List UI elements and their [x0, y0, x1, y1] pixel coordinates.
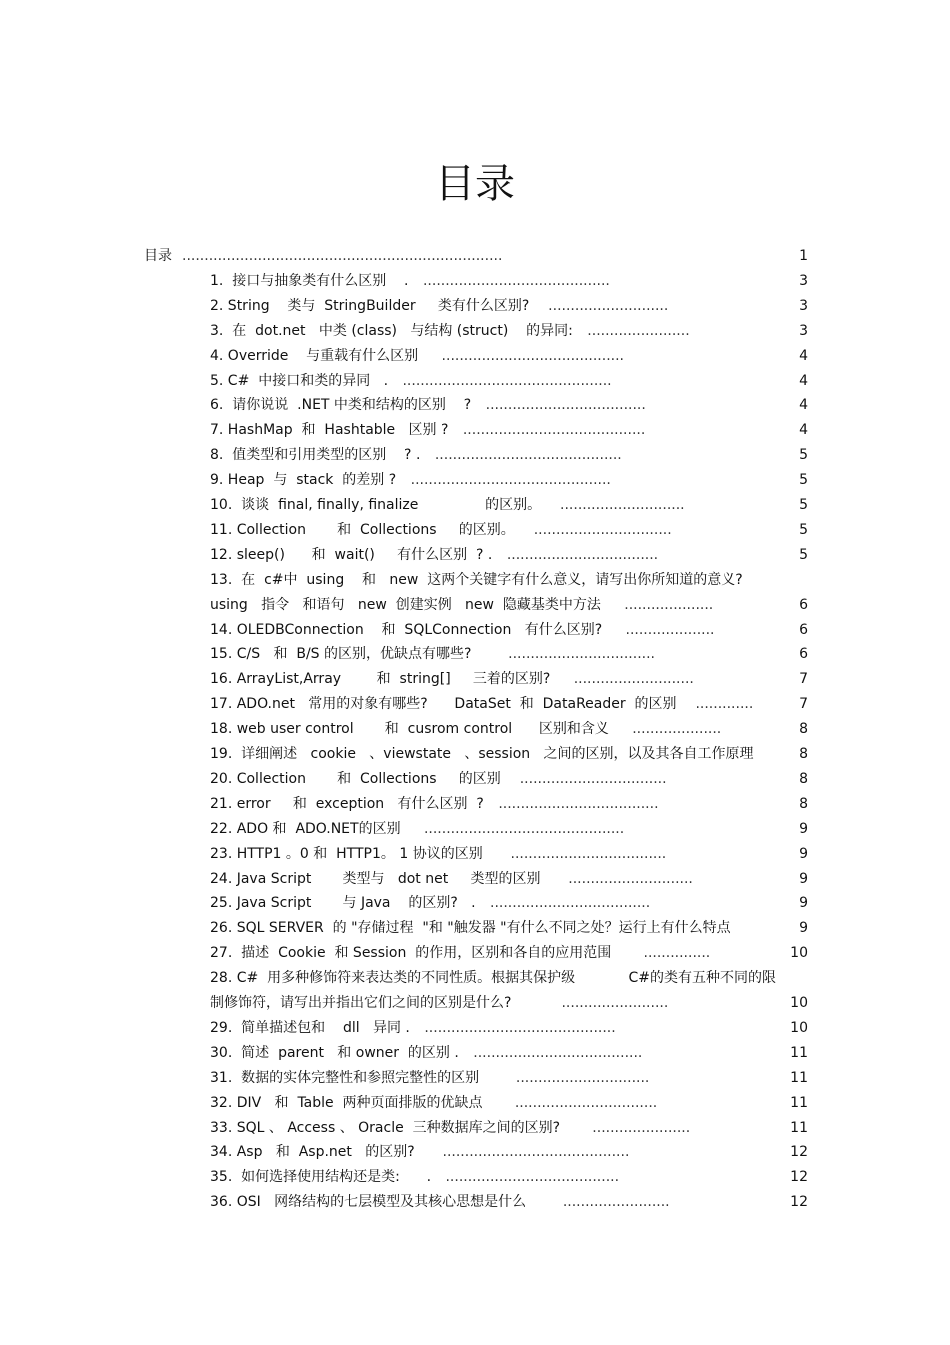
toc-dot-leader: ......................................... [441, 347, 625, 364]
toc-entry-title: 6. 请你说说 .NET 中类和结构的区别 ? [210, 397, 476, 414]
toc-page-number: 3 [799, 272, 808, 289]
toc-page-number: 4 [799, 347, 808, 364]
toc-entry-title: 35. 如何选择使用结构还是类: . [210, 1169, 436, 1186]
toc-dot-leader: .................................... [498, 795, 659, 812]
toc-dot-leader: ............... [643, 945, 711, 962]
toc-dot-leader: .................................... [485, 397, 646, 414]
toc-entry[interactable] [210, 369, 808, 393]
toc-dot-leader: ...................................... [473, 1044, 643, 1061]
toc-dot-leader: .......................................... [422, 272, 610, 289]
toc-entry[interactable] [210, 294, 808, 318]
toc-dot-leader: .......................................... [442, 1144, 630, 1161]
toc-entry[interactable] [210, 891, 808, 915]
toc-dot-leader: ........................ [562, 1194, 670, 1211]
toc-entry-title: 29. 简单描述包和 dll 异同 . [210, 1019, 415, 1036]
toc-entry-title: 22. ADO 和 ADO.NET的区别 [210, 820, 414, 837]
toc-entry-title: 23. HTTP1 。0 和 HTTP1。 1 协议的区别 [210, 845, 501, 862]
toc-entry-title: 2. String 类与 StringBuilder 类有什么区别? [210, 297, 539, 314]
toc-entry[interactable] [210, 717, 808, 741]
toc-entry-title: 16. ArrayList,Array 和 string[] 三着的区别? [210, 671, 564, 688]
toc-dot-leader: .................... [632, 721, 722, 738]
toc-dot-leader: ............................................... [402, 372, 612, 389]
toc-page-number: 9 [799, 870, 808, 887]
toc-entry-title: 7. HashMap 和 Hashtable 区别 ? [210, 422, 453, 439]
toc-entry-title: 19. 详细阐述 cookie 、viewstate 、session 之间的区别，以及其各自工作原理 [210, 746, 754, 762]
toc-entry[interactable] [210, 941, 808, 965]
toc-dot-leader: ........................................................................ [182, 248, 503, 264]
toc-entry[interactable] [210, 792, 808, 816]
toc-entry-title: 33. SQL 、 Access 、 Oracle 三种数据库之间的区别? [210, 1119, 583, 1136]
toc-dot-leader: ................................. [508, 646, 655, 663]
toc-entry[interactable] [210, 1165, 808, 1189]
toc-page-number: 8 [799, 721, 808, 738]
toc-entry[interactable] [210, 1190, 808, 1214]
toc-entry-title: 24. Java Script 类型与 dot net 类型的区别 [210, 870, 559, 887]
toc-page-number: 10 [790, 995, 808, 1011]
toc-page-number: 5 [799, 546, 808, 563]
toc-page-number: 9 [799, 820, 808, 837]
toc-entry[interactable] [210, 468, 808, 492]
toc-entry-title: 目录 [144, 248, 172, 264]
toc-dot-leader: .......................................... [434, 447, 622, 464]
toc-entry-title: using 指令 和语句 new 创建实例 new 隐藏基类中方法 [210, 596, 615, 613]
toc-page-number: 3 [799, 297, 808, 314]
toc-entry[interactable] [210, 1116, 808, 1140]
toc-page-number: 10 [790, 945, 808, 962]
toc-page-number: 9 [799, 845, 808, 862]
toc-entry-title: 3. 在 dot.net 中类 (class) 与结构 (struct) 的异同: [210, 322, 578, 339]
toc-entry[interactable] [210, 618, 808, 642]
toc-entry-title: 14. OLEDBConnection 和 SQLConnection 有什么区别? [210, 621, 616, 638]
toc-entry[interactable] [210, 667, 808, 691]
toc-page-number: 3 [799, 322, 808, 339]
toc-entry[interactable] [210, 767, 808, 791]
toc-entry[interactable] [210, 393, 808, 417]
toc-page-number: 1 [799, 248, 808, 264]
toc-entry-title: 26. SQL SERVER 的 "存储过程 "和 "触发器 "有什么不同之处？运行上有什么特点 [210, 920, 731, 937]
toc-entry[interactable] [210, 344, 808, 368]
toc-entry-title: 18. web user control 和 cusrom control 区别和含义 [210, 721, 623, 738]
toc-entry[interactable] [210, 418, 808, 442]
toc-entry-title: 21. error 和 exception 有什么区别 ? [210, 795, 489, 812]
toc-page-number: 12 [790, 1194, 808, 1211]
toc-page-number: 9 [799, 920, 808, 937]
toc-entry[interactable] [210, 443, 808, 467]
toc-entry-title: 制修饰符，请写出并指出它们之间的区别是什么? [210, 995, 552, 1011]
toc-entry-title: 12. sleep() 和 wait() 有什么区别 ? . [210, 546, 497, 563]
toc-entry-title: 5. C# 中接口和类的异同 . [210, 372, 393, 389]
toc-entry-title: 31. 数据的实体完整性和参照完整性的区别 [210, 1069, 506, 1086]
toc-page-number: 8 [799, 746, 808, 762]
toc-entry[interactable] [210, 742, 808, 766]
toc-page-number: 7 [799, 696, 808, 713]
toc-entry[interactable] [210, 543, 808, 567]
toc-dot-leader: ................................ [514, 1094, 658, 1111]
toc-dot-leader: ............................................. [410, 472, 611, 489]
toc-entry[interactable] [210, 867, 808, 891]
toc-entry[interactable] [210, 991, 808, 1015]
toc-entry-title: 27. 描述 Cookie 和 Session 的作用，区别和各自的应用范围 [210, 945, 634, 962]
toc-page-number: 8 [799, 795, 808, 812]
toc-dot-leader: ........................... [548, 297, 669, 314]
toc-entry-title: 9. Heap 与 stack 的差别 ? [210, 472, 401, 489]
toc-entry-title: 25. Java Script 与 Java 的区别? . [210, 895, 480, 912]
toc-entry-title: 10. 谈谈 final, finally, finalize 的区别。 [210, 497, 551, 513]
toc-entry[interactable] [210, 1016, 808, 1040]
toc-dot-leader: .................... [624, 596, 714, 613]
toc-page-number: 7 [799, 671, 808, 688]
toc-dot-leader: ...................... [592, 1119, 691, 1136]
toc-dot-leader: ....................... [587, 322, 690, 339]
toc-dot-leader: ................................. [519, 770, 667, 787]
toc-page-number: 5 [799, 447, 808, 464]
toc-entry[interactable] [210, 642, 808, 666]
toc-dot-leader: .................... [625, 621, 715, 638]
page-title: 目录 [435, 161, 515, 207]
toc-entry-title-line1[interactable]: 13. 在 c#中 using 和 new 这两个关键字有什么意义，请写出你所知道的意义? [210, 571, 743, 588]
toc-page-number: 4 [799, 397, 808, 414]
toc-entry[interactable] [210, 842, 808, 866]
toc-page-number: 6 [799, 646, 808, 663]
toc-entry-title: 36. OSI 网络结构的七层模型及其核心思想是什么 [210, 1194, 553, 1211]
toc-entry-title: 1. 接口与抽象类有什么区别 . [210, 272, 413, 289]
toc-entry[interactable] [210, 1041, 808, 1065]
toc-dot-leader: ................................... [510, 845, 667, 862]
toc-entry[interactable] [210, 1091, 808, 1115]
toc-dot-leader: ............................ [560, 497, 685, 513]
toc-page-number: 5 [799, 472, 808, 489]
toc-page-number: 12 [790, 1144, 808, 1161]
toc-dot-leader: ....................................... [445, 1169, 620, 1186]
toc-page-number: 12 [790, 1169, 808, 1186]
toc-dot-leader: .................................... [490, 895, 651, 912]
toc-dot-leader: .............................. [515, 1069, 650, 1086]
toc-dot-leader: ........................................... [424, 1019, 616, 1036]
toc-dot-leader: ............................... [533, 521, 672, 538]
toc-dot-leader: ............................................. [423, 820, 625, 837]
toc-page-number: 5 [799, 521, 808, 538]
toc-entry[interactable] [210, 269, 808, 293]
toc-dot-leader: ............................ [568, 870, 693, 887]
toc-page-number: 4 [799, 372, 808, 389]
toc-entry[interactable] [210, 916, 808, 940]
toc-dot-leader: ............. [695, 696, 754, 713]
toc-entry-title: 20. Collection 和 Collections 的区别 [210, 770, 510, 787]
toc-page-number: 11 [790, 1094, 808, 1111]
toc-entry[interactable] [210, 493, 808, 517]
toc-page-number: 8 [799, 770, 808, 787]
toc-entry-title: 30. 简述 parent 和 owner 的区别 . [210, 1044, 464, 1061]
toc-entry-title: 32. DIV 和 Table 两种页面排版的优缺点 [210, 1094, 505, 1111]
toc-page-number: 5 [799, 497, 808, 513]
toc-entry[interactable] [210, 817, 808, 841]
toc-page-number: 11 [790, 1069, 808, 1086]
toc-entry[interactable] [210, 518, 808, 542]
toc-entry-title: 4. Override 与重载有什么区别 [210, 347, 432, 364]
toc-entry-title: 34. Asp 和 Asp.net 的区别? [210, 1144, 433, 1161]
toc-page-number: 11 [790, 1044, 808, 1061]
toc-page-number: 6 [799, 621, 808, 638]
toc-page-number: 6 [799, 596, 808, 613]
toc-dot-leader: .................................. [506, 546, 659, 563]
toc-entry-title: 11. Collection 和 Collections 的区别。 [210, 521, 524, 538]
toc-page-number: 9 [799, 895, 808, 912]
toc-entry-head[interactable] [144, 244, 808, 268]
toc-entry-title: 15. C/S 和 B/S 的区别，优缺点有哪些? [210, 646, 499, 663]
toc-dot-leader: ........................ [561, 995, 669, 1011]
toc-entry-title: 17. ADO.net 常用的对象有哪些? DataSet 和 DataReader 的区别 [210, 696, 686, 713]
toc-entry[interactable] [210, 593, 808, 617]
toc-page-number: 4 [799, 422, 808, 439]
toc-page-number: 10 [790, 1019, 808, 1036]
toc-dot-leader: ........................... [573, 671, 694, 688]
toc-entry-title: 8. 值类型和引用类型的区别 ? . [210, 447, 425, 464]
toc-entry[interactable] [210, 1140, 808, 1164]
toc-page-number: 11 [790, 1119, 808, 1136]
toc-entry-title-line1[interactable]: 28. C# 用多种修饰符来表达类的不同性质。根据其保护级 C#的类有五种不同的限 [210, 970, 777, 987]
toc-entry[interactable] [210, 692, 808, 716]
toc-dot-leader: ......................................... [462, 422, 646, 439]
toc-entry[interactable] [210, 1066, 808, 1090]
toc-entry[interactable] [210, 319, 808, 343]
